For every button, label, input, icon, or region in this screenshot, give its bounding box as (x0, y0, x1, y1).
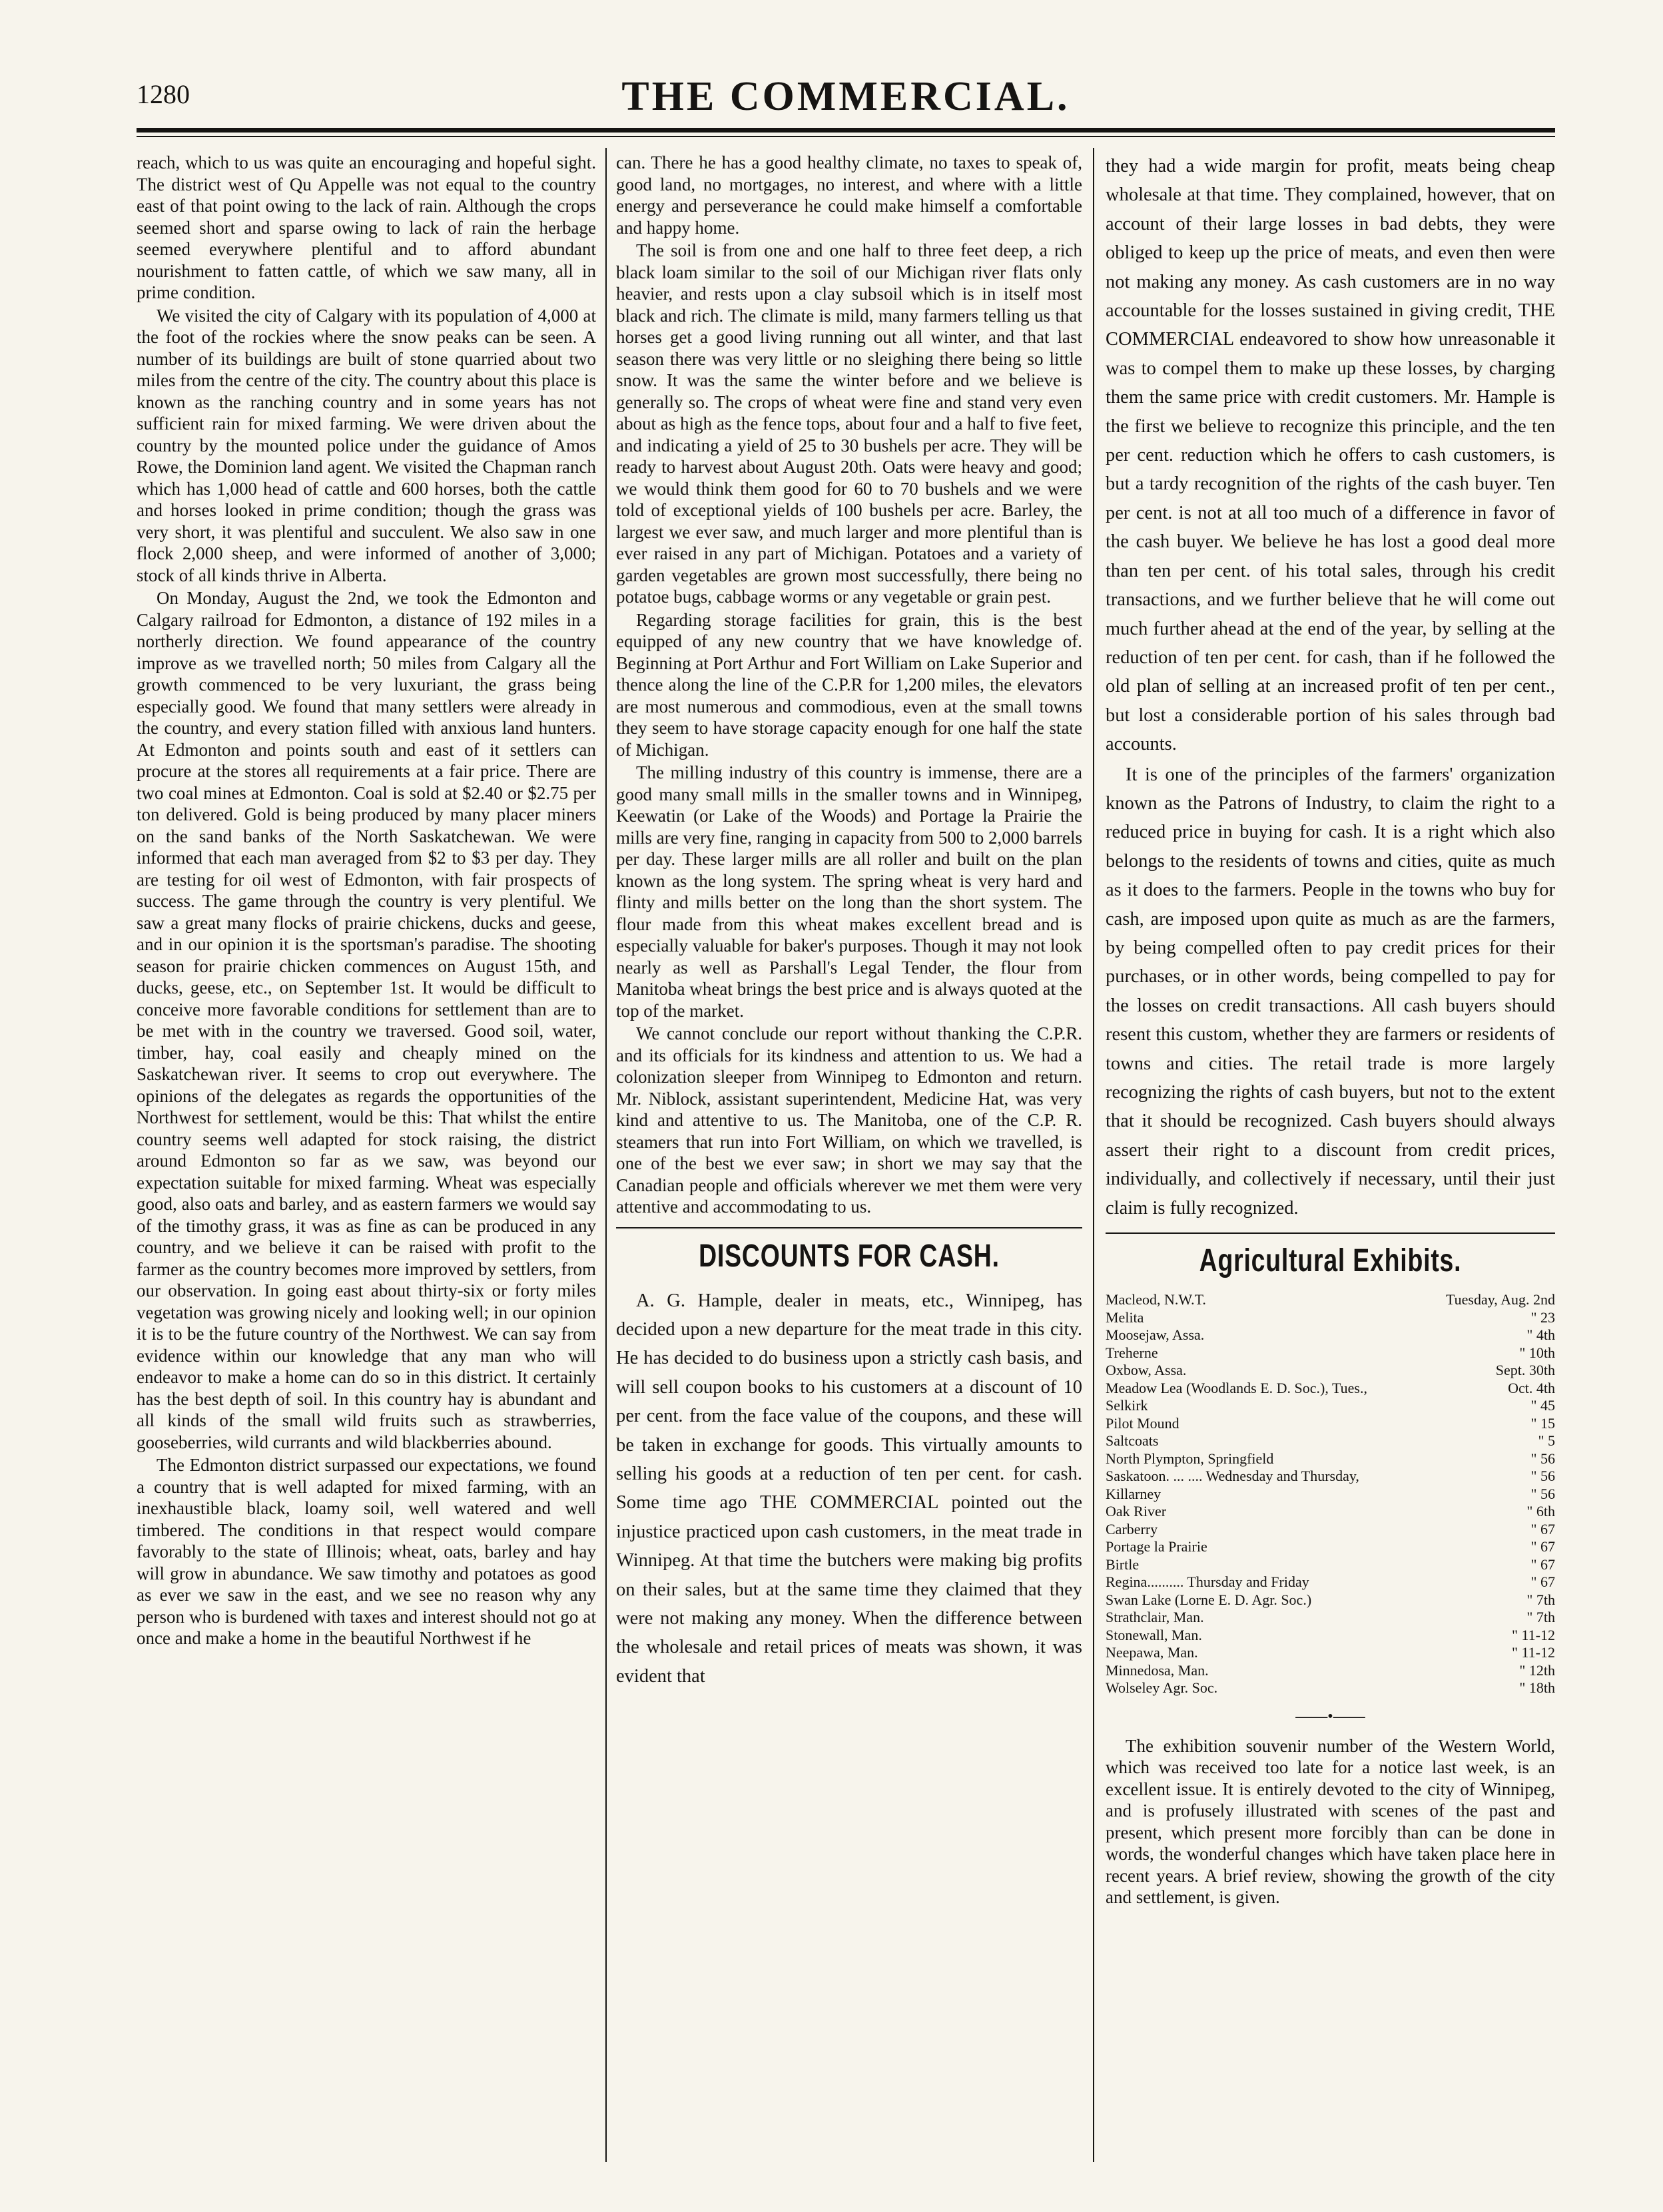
exhibit-place: Swan Lake (Lorne E. D. Agr. Soc.) (1106, 1591, 1312, 1608)
exhibit-date: Sept. 30th (1495, 1362, 1555, 1379)
exhibit-place: Portage la Prairie (1106, 1538, 1207, 1555)
exhibit-place: Wolseley Agr. Soc. (1106, 1679, 1218, 1697)
column-2 (616, 152, 1082, 2162)
exhibit-date: " 12th (1519, 1661, 1555, 1679)
exhibit-date: Oct. 4th (1508, 1379, 1555, 1396)
exhibit-date: " 56 (1530, 1468, 1555, 1485)
exhibit-row (1106, 1415, 1555, 1433)
article-paragraph: We visited the city of Calgary with its population of 4,000 at the foot of the rockies where the snow peaks can be seen. A number of its buildings are built of stone quarried about two miles from the centre of the city. The country about this place is known as the ranching country and in some years has not sufficient rain for mixed farming. We were driven about the country by the mounted police under the guidance of Amos Rowe, the Dominion land agent. We visited the Chapman ranch which has 1,000 head of cattle and 600 horses, both the cattle and horses looked in prime condition; though the grass was very short, it was plentiful and succulent. We also saw in one flock 2,000 sheep, and were informed of another of 3,000; stock of all kinds thrive in Alberta. (137, 305, 596, 585)
exhibit-row (1106, 1521, 1555, 1539)
exhibit-row (1106, 1609, 1555, 1627)
article-paragraph: The Edmonton district surpassed our expectations, we found a country that is well adapted for mixed farming, with an inexhaustible black, loamy soil, well watered and well timbered. The conditions in that respect would compare favorably to the state of Illinois; wheat, oats, barley and hay will grow in abundance. We saw timothy and potatoes as good as ever we saw in the east, and we see no reason why any person who is burdened with taxes and interest should not go at once and make a home in the beautiful Northwest if he (137, 1455, 596, 1648)
masthead (137, 73, 1555, 127)
exhibit-row (1106, 1432, 1555, 1450)
exhibit-place: Oak River (1106, 1503, 1167, 1520)
exhibit-date: " 7th (1526, 1591, 1555, 1608)
exhibit-date: " 15 (1530, 1414, 1555, 1432)
exhibit-date: " 10th (1519, 1344, 1555, 1361)
exhibit-date: " 67 (1530, 1555, 1555, 1573)
exhibit-date: " 67 (1530, 1520, 1555, 1537)
exhibit-row (1106, 1468, 1555, 1486)
exhibit-row (1106, 1556, 1555, 1574)
exhibit-date: " 67 (1530, 1538, 1555, 1555)
discounts-heading: DISCOUNTS FOR CASH. (699, 1238, 1000, 1274)
section-rule (616, 1227, 1082, 1229)
article-paragraph: they had a wide margin for profit, meats being cheap wholesale at that time. They complained, however, that on account of their large losses in bad debts, they were obliged to keep up the price of meats, and even then were not making any money. As cash customers are in no way accountable for the losses sustained in giving credit, THE COMMERCIAL endeavored to show how unreasonable it was to compel them to make up these losses, by charging them the same price with credit customers. Mr. Hample is the first we believe to recognize this principle, and the ten per cent. reduction which he offers to cash customers, is but a tardy recognition of the rights of the cash buyer. Ten per cent. is not at all too much of a difference in favor of the cash buyer. We believe he has lost a good deal more than ten per cent. of his total sales, through his credit transactions, and we further believe that he will come out much further ahead at the end of the year, by selling at the reduction of ten per cent. for cash, than if he followed the old plan of selling at an increased profit of ten per cent., but lost a considerable portion of his sales through bad accounts. (1106, 156, 1555, 755)
exhibit-row (1106, 1344, 1555, 1362)
exhibit-place: Pilot Mound (1106, 1414, 1179, 1432)
column-divider (1093, 148, 1094, 2162)
exhibits-heading: Agricultural Exhibits. (1199, 1243, 1462, 1279)
exhibit-place: Minnedosa, Man. (1106, 1661, 1209, 1679)
exhibit-place: North Plympton, Springfield (1106, 1450, 1274, 1467)
header-rule-thin (137, 136, 1555, 137)
exhibit-date: " 5 (1538, 1432, 1555, 1450)
exhibit-row (1106, 1627, 1555, 1645)
exhibit-row (1106, 1644, 1555, 1662)
exhibit-place: Regina.......... Thursday and Friday (1106, 1573, 1309, 1591)
exhibit-place: Saskatoon. ... .... Wednesday and Thursday, (1106, 1468, 1359, 1485)
section-rule (1106, 1232, 1555, 1234)
header-rule (137, 128, 1555, 133)
newspaper-title: THE COMMERCIAL. (621, 74, 1070, 119)
exhibit-place: Neepawa, Man. (1106, 1644, 1198, 1661)
exhibit-row (1106, 1486, 1555, 1504)
exhibit-row (1106, 1326, 1555, 1344)
exhibits-table (1106, 1291, 1555, 1697)
exhibit-place: Macleod, N.W.T. (1106, 1291, 1206, 1308)
exhibit-place: Melita (1106, 1308, 1144, 1326)
exhibit-place: Saltcoats (1106, 1432, 1159, 1450)
exhibit-date: " 6th (1526, 1503, 1555, 1520)
article-paragraph: We cannot conclude our report without thanking the C.P.R. and its officials for its kindness and attention to us. We had a colonization sleeper from Winnipeg to Edmonton and return. Mr. Niblock, assistant superintendent, Medicine Hat, was very kind and attentive to us. The Manitoba, one of the C.P. R. steamers that run into Fort William, on which we travelled, is one of the best we ever saw; in short we may say that the Canadian people and officials wherever we met them were very attentive and accommodating to us. (616, 1023, 1082, 1217)
exhibit-place: Strathclair, Man. (1106, 1609, 1204, 1626)
exhibit-date: " 67 (1530, 1573, 1555, 1591)
exhibit-date: Tuesday, Aug. 2nd (1445, 1291, 1555, 1308)
exhibit-date: " 4th (1526, 1326, 1555, 1344)
exhibit-row (1106, 1450, 1555, 1468)
article-paragraph: The soil is from one and one half to three feet deep, a rich black loam similar to the soil of our Michigan river flats only heavier, and rests upon a clay subsoil which is in itself most black and rich. The climate is mild, many farmers telling us that horses get a good living running out all winter, and that last season there was very little or no sleighing there being so little snow. It was the same the winter before and we believe is generally so. The crops of wheat were fine and stand very even about as high as the fence tops, about four and a half to five feet, and indicating a yield of 25 to 30 bushels per acre. They will be ready to harvest about August 20th. Oats were heavy and good; we would think them good for 60 to 70 bushels and we were told of exceptional yields of 100 bushels per acre. Barley, the largest we ever saw, and much larger and more plentiful than is ever raised in any part of Michigan. Potatoes and a variety of garden vegetables are grown most successfully, there being no potatoe bugs, cabbage worms or any vegetable or grain pest. (616, 240, 1082, 607)
exhibit-date: " 11-12 (1512, 1644, 1555, 1661)
exhibit-row (1106, 1362, 1555, 1380)
exhibit-place: Birtle (1106, 1555, 1140, 1573)
exhibit-place: Meadow Lea (Woodlands E. D. Soc.), Tues., (1106, 1379, 1367, 1396)
exhibit-date: " 23 (1530, 1308, 1555, 1326)
exhibit-row (1106, 1291, 1555, 1309)
discounts-paragraph: A. G. Hample, dealer in meats, etc., Winnipeg, has decided upon a new departure for the meat trade in this city. He has decided to do business upon a strictly cash basis, and will sell coupon books to his customers at a discount of 10 per cent. from the face value of the coupons, and these will be taken in exchange for goods. This virtually amounts to selling his goods at a reduction of ten per cent. for cash. Some time ago THE COMMERCIAL pointed out the injustice practiced upon cash customers, in the meat trade in Winnipeg. At that time the butchers were making big profits on their sales, but at the same time they claimed that they were not making any money. When the difference between the wholesale and retail prices of meats was shown, it was evident that (616, 1290, 1082, 1687)
exhibit-date: " 7th (1526, 1609, 1555, 1626)
article-paragraph: On Monday, August the 2nd, we took the Edmonton and Calgary railroad for Edmonton, a distance of 192 miles in a northerly direction. We found appearance of the country improve as we travelled north; 50 miles from Calgary all the growth commenced to be very luxuriant, the grass being especially good. We found that many settlers were already in the country, and every station filled with anxious land hunters. At Edmonton and points south and east of it settlers can procure at the stores all requirements at a fair price. There are two coal mines at Edmonton. Coal is sold at $2.40 or $2.75 per ton delivered. Gold is being produced by many placer miners on the sand banks of the North Saskatchewan. We were informed that each man averaged from $2 to $3 per day. They are testing for oil west of Edmonton, with fair prospects of success. The game through the country is very plentiful. We saw a great many flocks of prairie chickens, ducks and geese, and in our opinion it is the sportsman's paradise. The shooting season for prairie chicken commences on August 15th, and ducks, geese, etc., on September 1st. It would be difficult to conceive more favorable conditions for settlement than are to be met with in the country we traversed. Good soil, water, timber, hay, coal easily and cheaply mined on the Saskatchewan river. It seems to crop out everywhere. The opinions of the delegates as regards the opportunities of the Northwest for settlement, would be this: That whilst the entire country seems well adapted for stock raising, the district around Edmonton so far as we saw, was beyond our expectation suitable for mixed farming. Wheat was especially good, also oats and barley, and as eastern farmers we would say of the timothy grass, it was as fine as can be produced in any country, and we believe it can be raised with profit to the farmer as the country becomes more improved by settlers, from our observation. In going east about thirty-six or forty miles vegetation was growing nicely and looking well; in our opinion it is to be the future country of the Northwest. We can say from evidence within our knowledge that any man who will endeavor to make a home can do so in this district. It certainly has the best depth of soil. In this country hay is abundant and all kinds of the small wild fruits such as strawberries, gooseberries, wild currants and wild blackberries abound. (137, 588, 596, 1452)
exhibit-date: " 18th (1519, 1679, 1555, 1697)
article-paragraph: reach, which to us was quite an encouraging and hopeful sight. The district west of Qu Appelle was not equal to the country east of that point owing to the lack of rain. Although the crops seemed short and sparse owing to lack of rain the herbage seemed everywhere plentiful and to afford abundant nourishment to fatten cattle, of which we saw many, all in prime condition. (137, 152, 596, 302)
article-paragraph: The milling industry of this country is immense, there are a good many small mills in the smaller towns and in Winnipeg, Keewatin (or Lake of the Woods) and Portage la Prairie the mills are very fine, ranging in capacity from 500 to 2,000 barrels per day. These larger mills are all roller and built on the plan known as the long system. The spring wheat is very hard and flinty and mills better on the long than the short system. The flour made from this wheat makes excellent bread and is especially valuable for baker's purposes. Though it may not look nearly as well as Parshall's Legal Tender, the flour from Manitoba wheat brings the best price and is always quoted at the top of the market. (616, 762, 1082, 1021)
exhibit-row (1106, 1380, 1555, 1398)
exhibit-row (1106, 1503, 1555, 1521)
exhibit-place: Treherne (1106, 1344, 1158, 1361)
ornament-divider: ——•—— (1295, 1707, 1365, 1725)
exhibit-row (1106, 1591, 1555, 1609)
exhibit-row (1106, 1679, 1555, 1697)
column-1 (137, 152, 596, 2162)
closing-paragraph: The exhibition souvenir number of the Western World, which was received too late for a notice last week, is an excellent issue. It is entirely devoted to the city of Winnipeg, and is profusely illustrated with scenes of the past and present, which present more forcibly than can be done in words, the wonderful changes which have taken place here in recent years. A brief review, showing the growth of the city and settlement, is given. (1106, 1735, 1555, 1908)
exhibit-row (1106, 1309, 1555, 1327)
exhibit-date: " 56 (1530, 1485, 1555, 1502)
exhibit-place: Carberry (1106, 1520, 1158, 1537)
article-paragraph: can. There he has a good healthy climate, no taxes to speak of, good land, no mortgages, no interest, and where with a little energy and perseverance he could make himself a comfortable and happy home. (616, 152, 1082, 238)
exhibit-row (1106, 1538, 1555, 1556)
page-number: 1280 (137, 79, 190, 109)
exhibit-row (1106, 1397, 1555, 1415)
exhibit-row (1106, 1662, 1555, 1680)
exhibit-place: Killarney (1106, 1485, 1162, 1502)
exhibit-place: Stonewall, Man. (1106, 1626, 1202, 1643)
exhibit-date: " 45 (1530, 1397, 1555, 1414)
column-3 (1106, 152, 1555, 2162)
exhibit-row (1106, 1573, 1555, 1591)
article-paragraph: Regarding storage facilities for grain, this is the best equipped of any new country that we have knowledge of. Beginning at Port Arthur and Fort William on Lake Superior and thence along the line of the C.P.R for 1,200 miles, the elevators are most numerous and commodious, even at the small towns they seem to have storage capacity enough for one half the state of Michigan. (616, 609, 1082, 760)
exhibit-date: " 11-12 (1512, 1626, 1555, 1643)
exhibit-place: Oxbow, Assa. (1106, 1362, 1187, 1379)
exhibit-date: " 56 (1530, 1450, 1555, 1467)
exhibit-place: Selkirk (1106, 1397, 1148, 1414)
exhibit-place: Moosejaw, Assa. (1106, 1326, 1205, 1344)
column-divider (605, 148, 607, 2162)
article-paragraph: It is one of the principles of the farmers' organization known as the Patrons of Industry, to claim the right to a reduced price in buying for cash. It is a right which also belongs to the residents of towns and cities, quite as much as it does to the farmers. People in the towns who buy for cash, are imposed upon quite as much as are the farmers, by being compelled often to pay credit prices for their purchases, or in other words, being compelled to pay for the losses on credit transactions. All cash buyers should resent this custom, whether they are farmers or residents of towns and cities. The retail trade is more largely recognizing the rights of cash buyers, but not to the extent that it should be recognized. Cash buyers should always assert their right to a discount from credit prices, individually, and collectively if necessary, until their just claim is fully recognized. (1106, 764, 1555, 1219)
